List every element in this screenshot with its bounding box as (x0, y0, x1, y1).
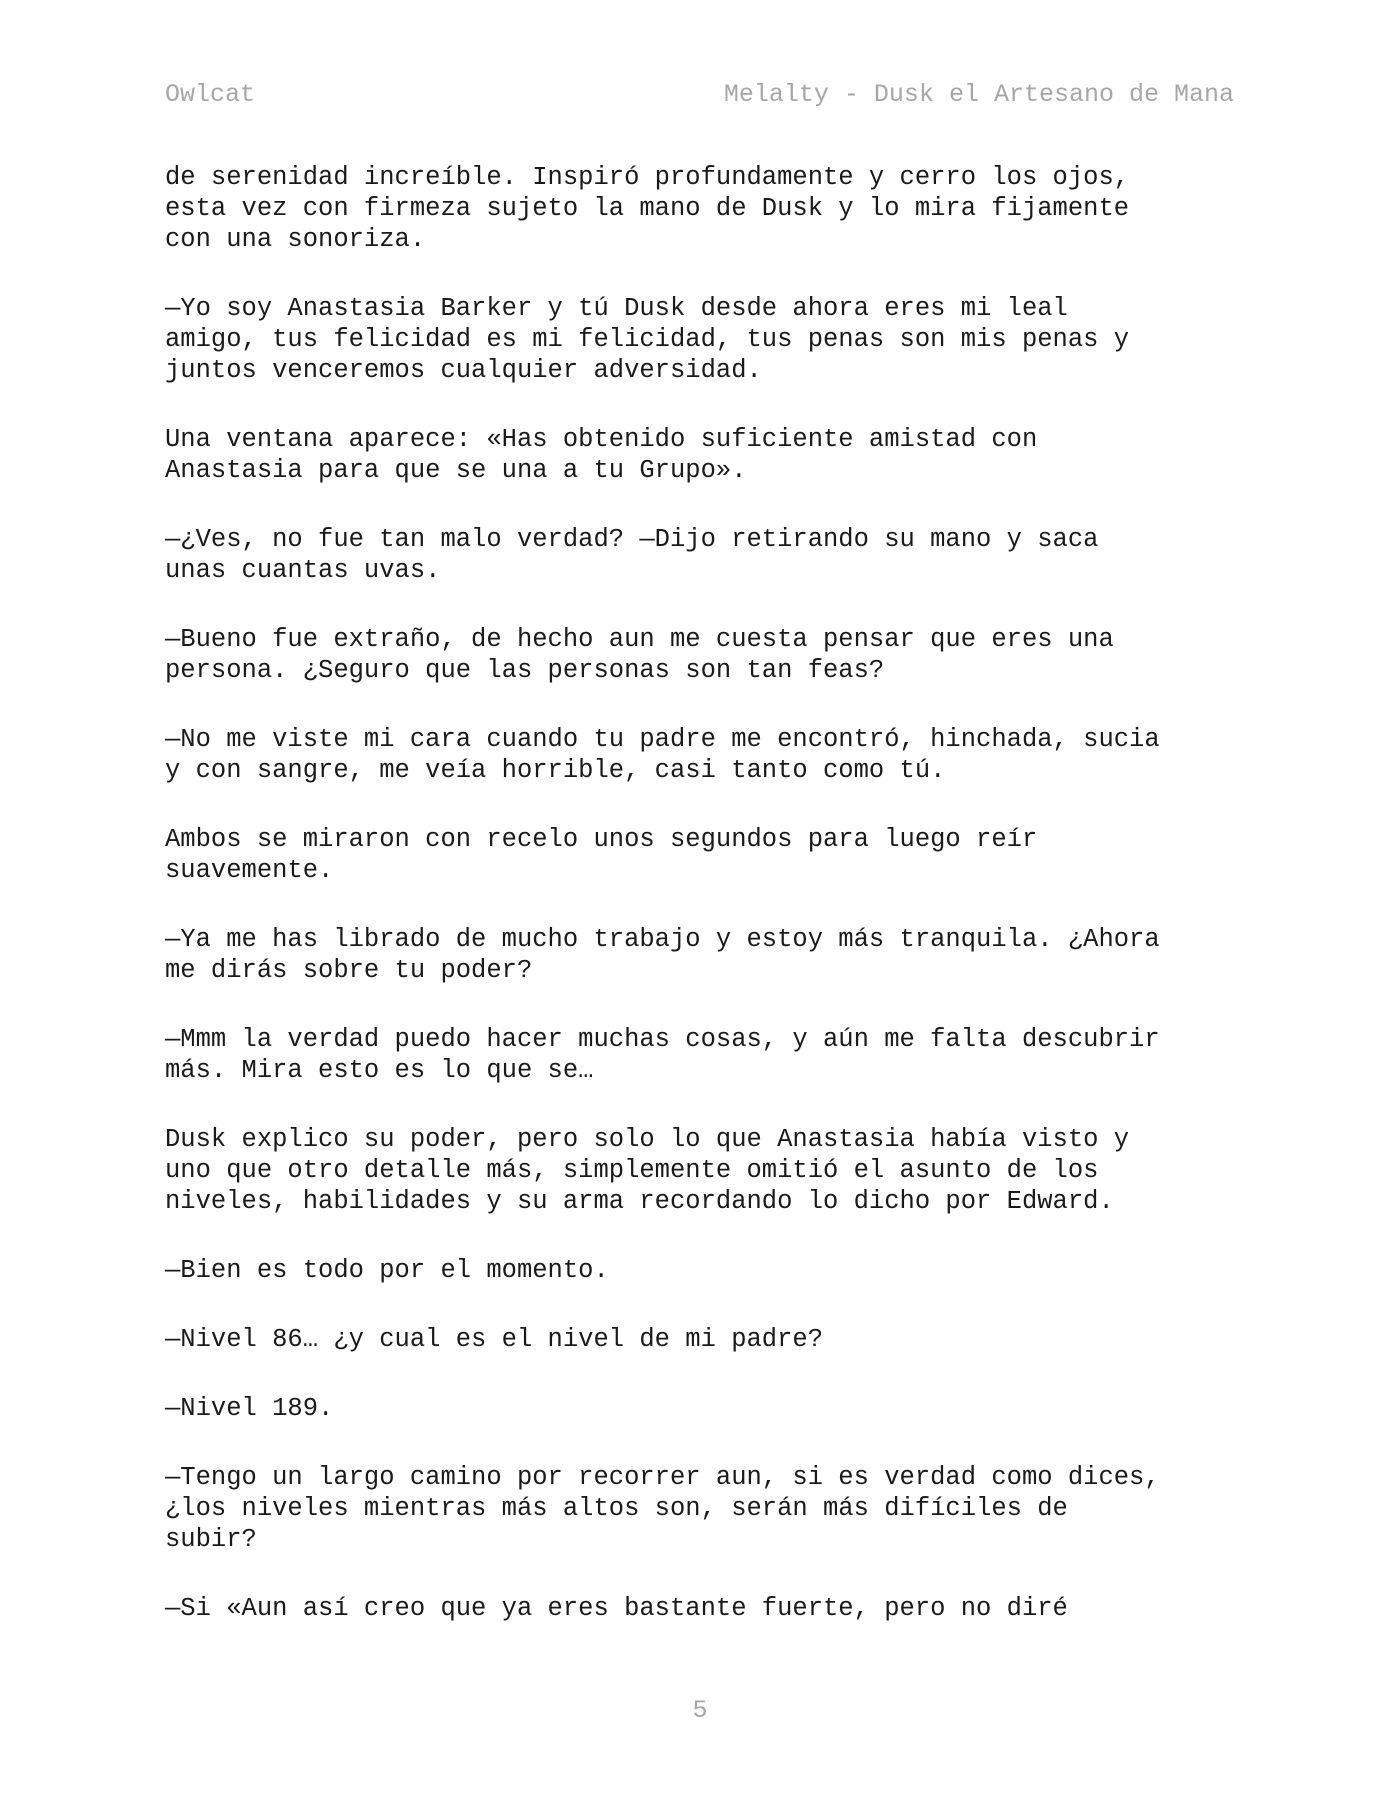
paragraph: —Nivel 86… ¿y cual es el nivel de mi padre? (165, 1325, 824, 1354)
paragraph: —Bueno fue extraño, de hecho aun me cuesta pensar que eres una persona. ¿Seguro que las personas son tan feas? (165, 625, 1114, 685)
paragraph: —Si «Aun así creo que ya eres bastante fuerte, pero no diré (165, 1594, 1068, 1623)
paragraph: —Yo soy Anastasia Barker y tú Dusk desde ahora eres mi leal amigo, tus felicidad es mi felicidad, tus penas son mis penas y juntos venceremos cualquier adversidad. (165, 294, 1130, 385)
paragraph: de serenidad increíble. Inspiró profundamente y cerro los ojos, esta vez con firmeza sujeto la mano de Dusk y lo mira fijamente con una sonoriza. (165, 163, 1130, 254)
paragraph: Ambos se miraron con recelo unos segundos para luego reír suavemente. (165, 825, 1038, 885)
header-book-title: Melalty - Dusk el Artesano de Mana (723, 80, 1234, 109)
paragraph: —Bien es todo por el momento. (165, 1256, 609, 1285)
page-header (165, 80, 1234, 116)
paragraph: —¿Ves, no fue tan malo verdad? —Dijo retirando su mano y saca unas cuantas uvas. (165, 525, 1099, 585)
page-body (165, 162, 1245, 1662)
header-author: Owlcat (165, 80, 256, 109)
page-number: 5 (692, 1696, 708, 1725)
paragraph: —Mmm la verdad puedo hacer muchas cosas, y aún me falta descubrir más. Mira esto es lo que se… (165, 1025, 1160, 1085)
paragraph: —Ya me has librado de mucho trabajo y estoy más tranquila. ¿Ahora me dirás sobre tu poder? (165, 925, 1160, 985)
paragraph: Una ventana aparece: «Has obtenido suficiente amistad con Anastasia para que se una a tu Grupo». (165, 425, 1038, 485)
paragraph: —Tengo un largo camino por recorrer aun, si es verdad como dices, ¿los niveles mientras más altos son, serán más difíciles de subir? (165, 1463, 1160, 1554)
paragraph: —No me viste mi cara cuando tu padre me encontró, hinchada, sucia y con sangre, me veía horrible, casi tanto como tú. (165, 725, 1160, 785)
paragraph: Dusk explico su poder, pero solo lo que Anastasia había visto y uno que otro detalle más, simplemente omitió el asunto de los niveles, habilidades y su arma recordando lo dicho por Edward. (165, 1125, 1130, 1216)
paragraph: —Nivel 189. (165, 1394, 334, 1423)
